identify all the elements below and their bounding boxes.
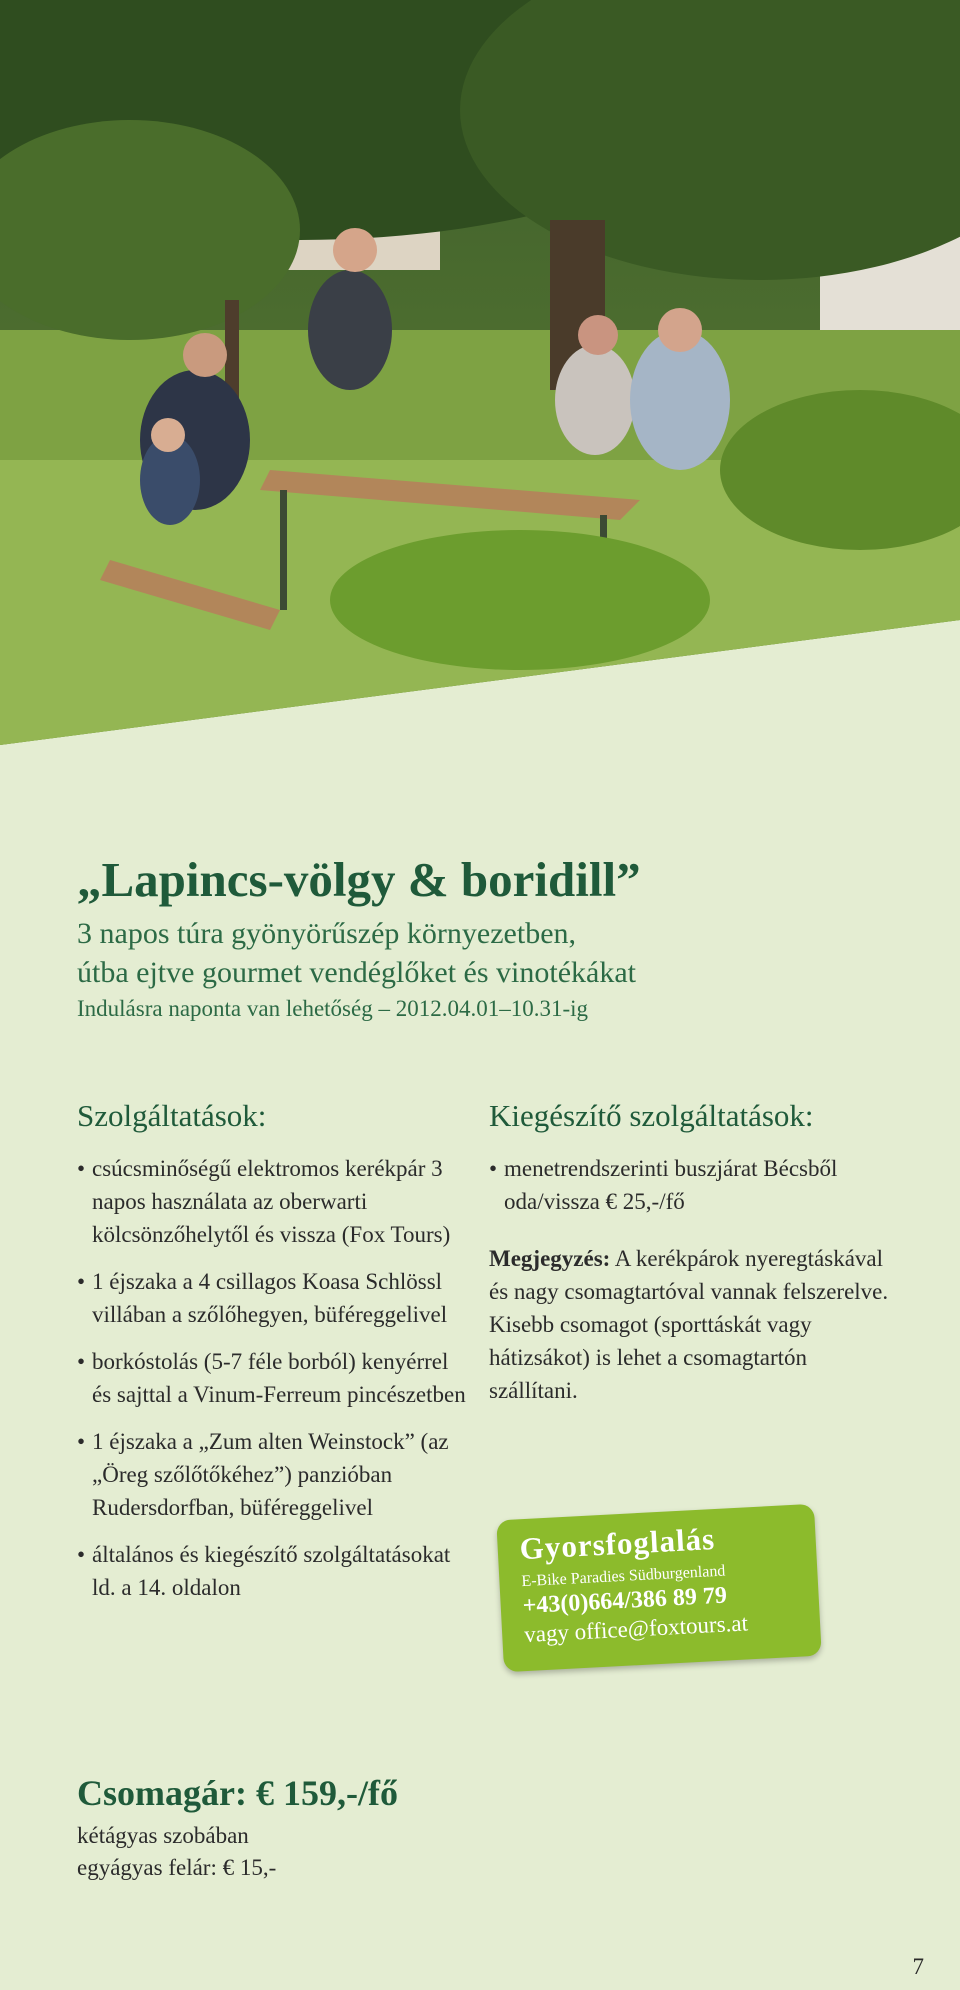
extras-heading: Kiegészítő szolgáltatások: (489, 1098, 814, 1133)
hero-photo (0, 0, 960, 760)
subtitle-line-1: 3 napos túra gyönyörűszép környezetben, (77, 917, 577, 951)
booking-company: E-Bike Paradies Südburgenland (521, 1562, 726, 1591)
quick-booking-badge (496, 1504, 822, 1672)
list-item: • csúcsminőségű elektromos kerékpár 3 napos használata az oberwarti kölcsönzőhelytől és vissza (Fox Tours) (77, 1152, 467, 1251)
price-line-single: egyágyas felár: € 15,- (77, 1855, 277, 1880)
list-item: • borkóstolás (5-7 féle borból) kenyérrel és sajttal a Vinum-Ferreum pincészetben (77, 1345, 467, 1411)
price-line-double: kétágyas szobában (77, 1823, 249, 1848)
services-heading: Szolgáltatások: (77, 1098, 267, 1133)
note (489, 1242, 889, 1407)
note-text: A kerékpárok nyeregtáskával és nagy csomagtartóval vannak felszerelve. Kisebb csomagot (sporttáskát vagy hátizsákot) is lehet a csomagtartón szállítani. (489, 1246, 889, 1403)
booking-title: Gyorsfoglalás (518, 1521, 716, 1567)
price-block (77, 1772, 398, 1884)
vineyard-picnic-photo (0, 0, 960, 760)
date-line: Indulásra naponta van lehetőség – 2012.04.01–10.31-ig (77, 996, 588, 1022)
booking-phone[interactable]: +43(0)664/386 89 79 (522, 1582, 728, 1620)
page-number: 7 (912, 1954, 924, 1979)
list-item: • általános és kiegészítő szolgáltatásokat ld. a 14. oldalon (77, 1538, 467, 1604)
list-item: • 1 éjszaka a 4 csillagos Koasa Schlössl villában a szőlőhegyen, büféreggelivel (77, 1265, 467, 1331)
extras-column (489, 1098, 889, 1407)
booking-email[interactable]: vagy office@foxtours.at (523, 1610, 749, 1648)
title-block (77, 852, 897, 1022)
page-title: „Lapincs-völgy & boridill” (77, 852, 641, 907)
services-list (77, 1152, 467, 1604)
extras-list (489, 1152, 889, 1218)
list-item: • menetrendszerinti buszjárat Bécsből oda/vissza € 25,-/fő (489, 1152, 889, 1218)
note-label: Megjegyzés: (489, 1246, 611, 1271)
services-column (77, 1098, 467, 1618)
subtitle-line-2: útba ejtve gourmet vendéglőket és vinotékákat (77, 956, 636, 990)
package-price: Csomagár: € 159,-/fő (77, 1773, 398, 1813)
list-item: • 1 éjszaka a „Zum alten Weinstock” (az „Öreg szőlőtőkéhez”) panzióban Rudersdorfban, büféreggelivel (77, 1425, 467, 1524)
